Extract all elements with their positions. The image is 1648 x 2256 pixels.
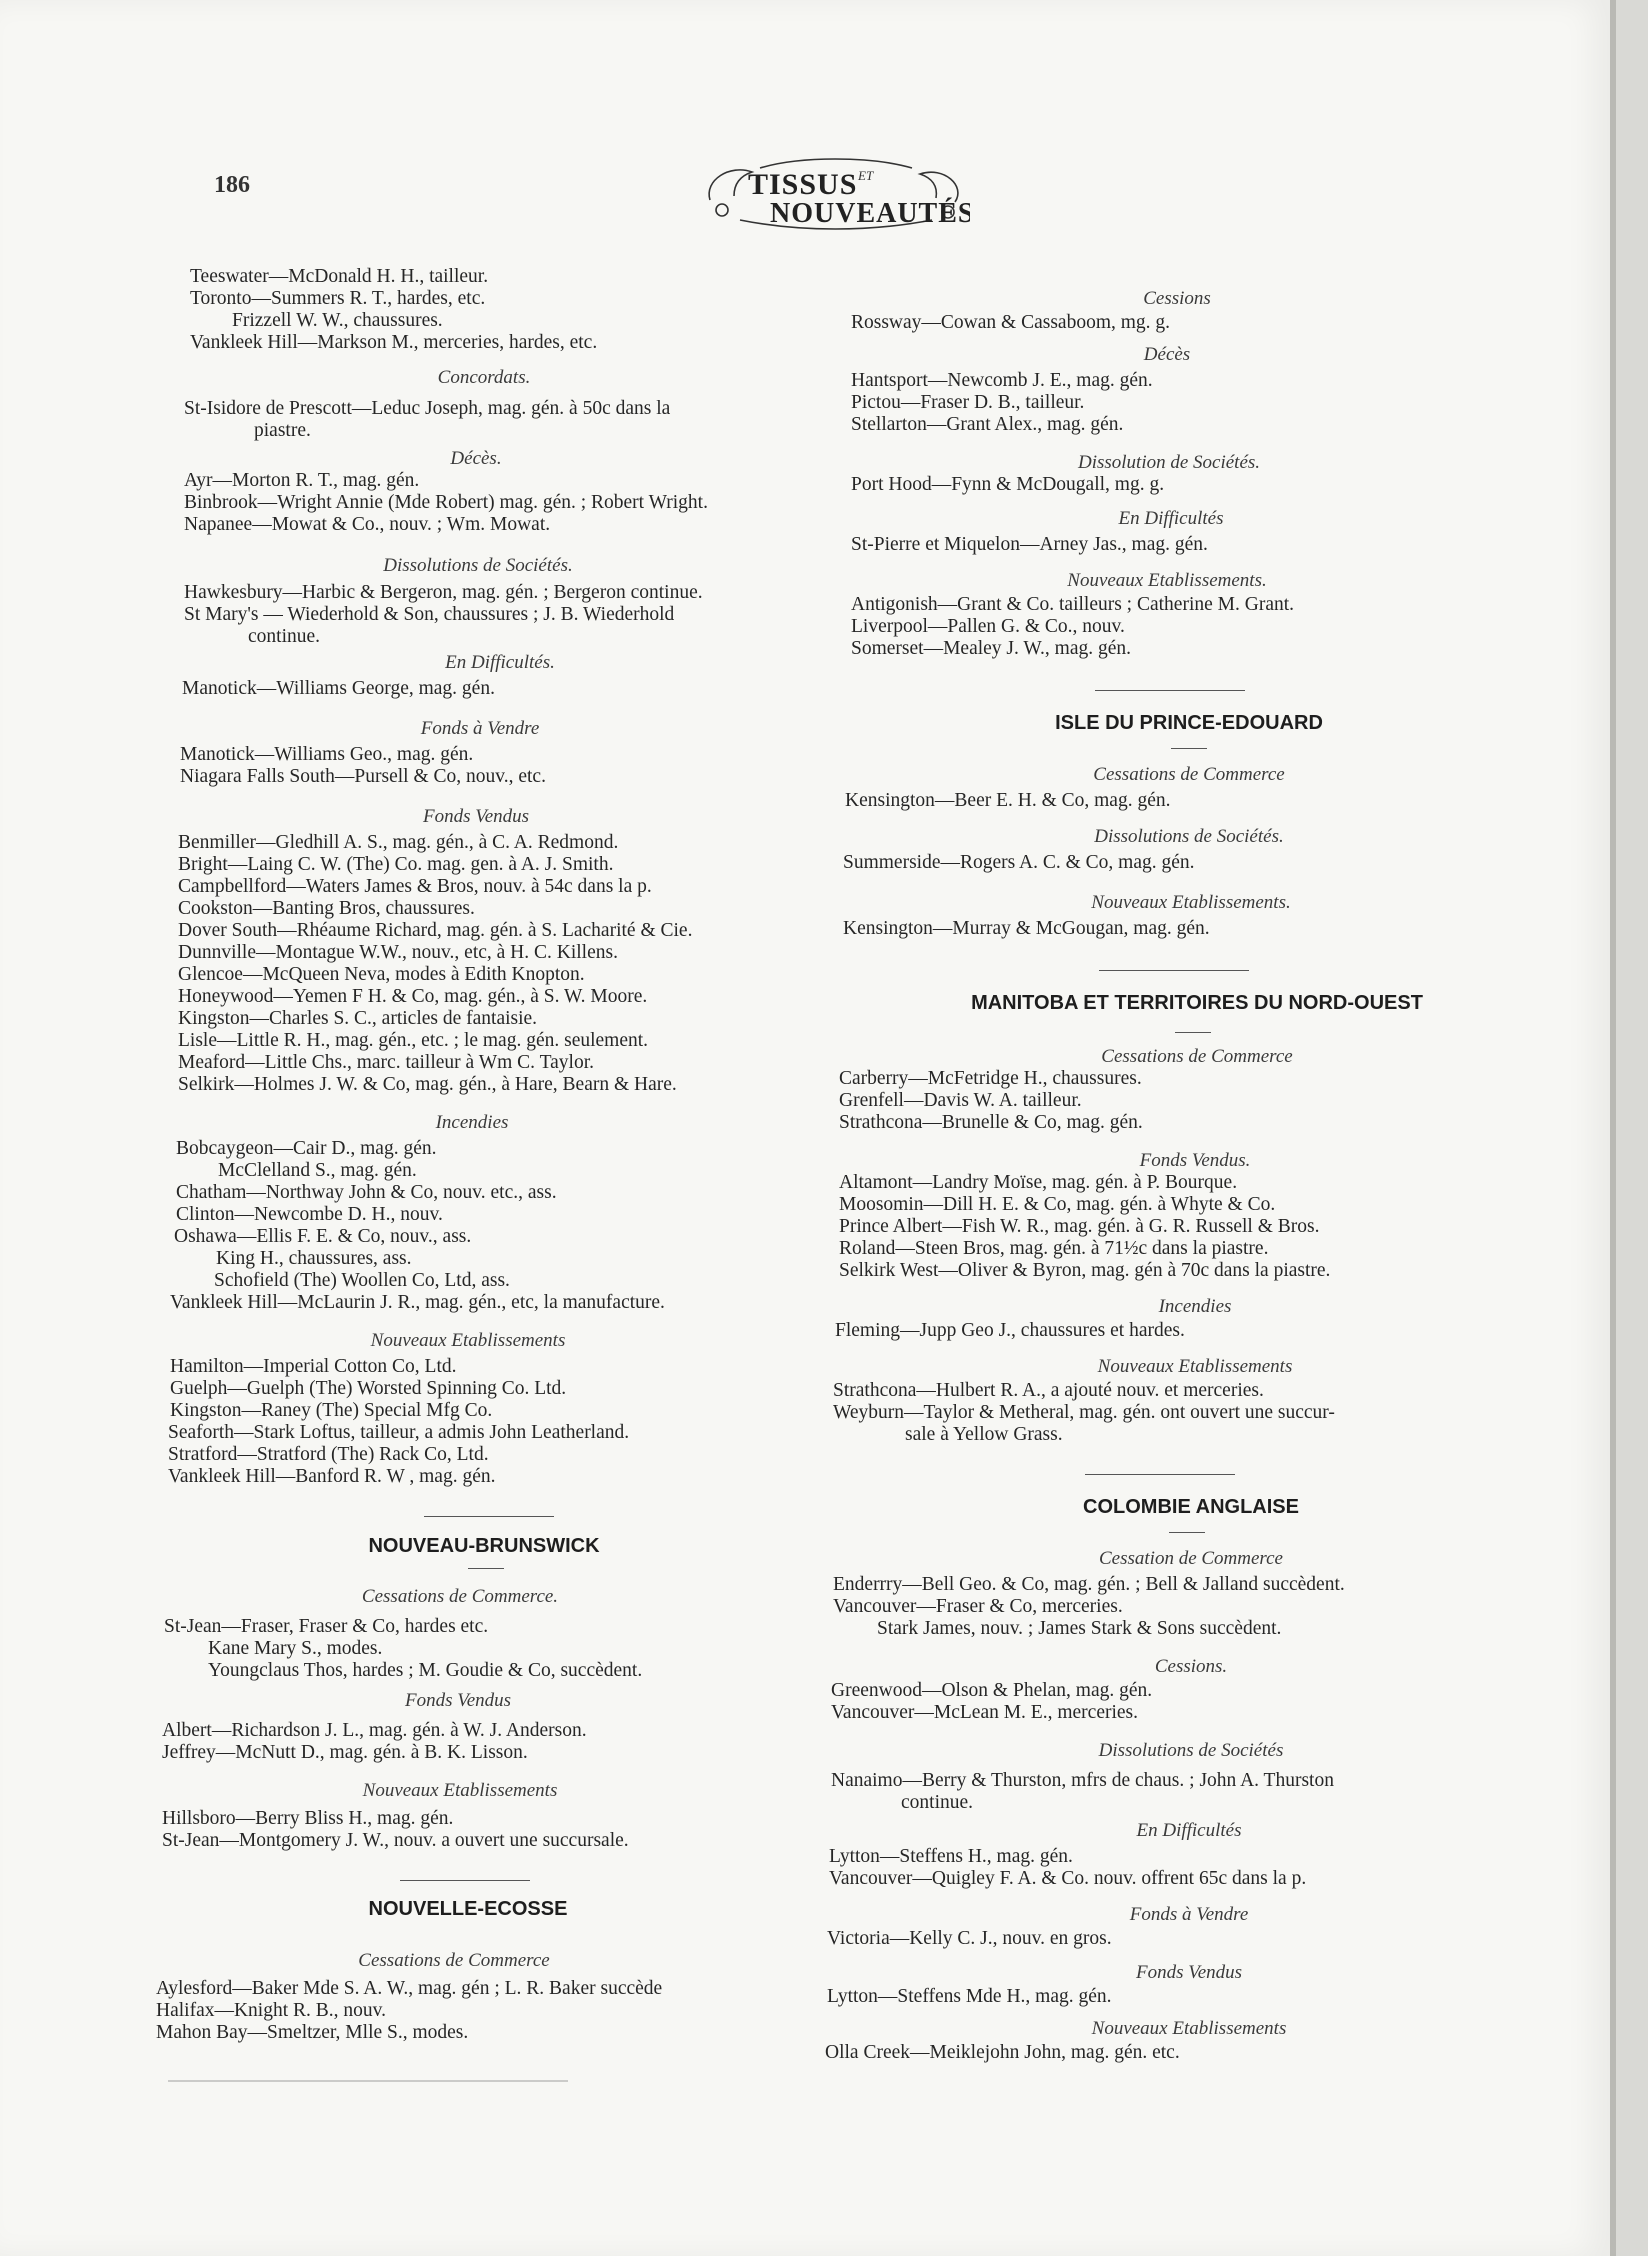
- list-item: St-Pierre et Miquelon—Arney Jas., mag. gén.: [851, 534, 1208, 555]
- list-item: St-Isidore de Prescott—Leduc Joseph, mag. gén. à 50c dans la: [184, 398, 671, 419]
- list-item: St Mary's — Wiederhold & Son, chaussures ; J. B. Wiederhold: [184, 604, 675, 625]
- list-item: McClelland S., mag. gén.: [218, 1160, 417, 1181]
- list-item: Kane Mary S., modes.: [208, 1638, 383, 1659]
- list-item: Halifax—Knight R. B., nouv.: [156, 2000, 387, 2021]
- divider-rule: [1171, 748, 1207, 749]
- list-item: Selkirk West—Oliver & Byron, mag. gén à 70c dans la piastre.: [839, 1260, 1331, 1281]
- list-item: Olla Creek—Meiklejohn John, mag. gén. etc.: [825, 2042, 1180, 2063]
- list-item: Chatham—Northway John & Co, nouv. etc., ass.: [176, 1182, 557, 1203]
- list-item: Vankleek Hill—Banford R. W , mag. gén.: [168, 1466, 496, 1487]
- list-item: Manotick—Williams Geo., mag. gén.: [180, 744, 474, 765]
- list-item: Lytton—Steffens Mde H., mag. gén.: [827, 1986, 1112, 2007]
- masthead-logo-graphic: [700, 150, 970, 240]
- list-item: Binbrook—Wright Annie (Mde Robert) mag. gén. ; Robert Wright.: [184, 492, 708, 513]
- section-heading: Nouveaux Etablissements.: [1067, 570, 1267, 591]
- list-item: Youngclaus Thos, hardes ; M. Goudie & Co, succèdent.: [208, 1660, 643, 1681]
- section-heading: Décès.: [450, 448, 502, 469]
- section-heading: En Difficultés.: [445, 652, 555, 673]
- list-item: Campbellford—Waters James & Bros, nouv. à 54c dans la p.: [178, 876, 652, 897]
- list-item: Dover South—Rhéaume Richard, mag. gén. à S. Lacharité & Cie.: [178, 920, 693, 941]
- list-item: Nanaimo—Berry & Thurston, mfrs de chaus. ; John A. Thurston: [831, 1770, 1334, 1791]
- section-heading: Cessions.: [1154, 1656, 1228, 1677]
- list-item: continue.: [901, 1792, 974, 1813]
- section-heading: En Difficultés: [1118, 508, 1224, 529]
- divider-rule: [1169, 1532, 1205, 1533]
- list-item: Kingston—Charles S. C., articles de fantaisie.: [178, 1008, 538, 1029]
- list-item: Jeffrey—McNutt D., mag. gén. à B. K. Lisson.: [162, 1742, 528, 1763]
- list-item: Honeywood—Yemen F H. & Co, mag. gén., à S. W. Moore.: [178, 986, 648, 1007]
- list-item: Seaforth—Stark Loftus, tailleur, a admis John Leatherland.: [168, 1422, 630, 1443]
- list-item: Dunnville—Montague W.W., nouv., etc, à H. C. Killens.: [178, 942, 618, 963]
- section-heading: Cessations de Commerce: [358, 1950, 550, 1971]
- svg-text:ET: ET: [858, 168, 874, 183]
- section-heading: Concordats.: [437, 367, 531, 388]
- section-heading: Cessation de Commerce: [1099, 1548, 1283, 1569]
- list-item: Stratford—Stratford (The) Rack Co, Ltd.: [168, 1444, 489, 1465]
- list-item: Vankleek Hill—McLaurin J. R., mag. gén., etc, la manufacture.: [170, 1292, 665, 1313]
- section-heading: Incendies: [435, 1112, 509, 1133]
- list-item: Glencoe—McQueen Neva, modes à Edith Knopton.: [178, 964, 585, 985]
- section-heading: Incendies: [1158, 1296, 1232, 1317]
- list-item: Bobcaygeon—Cair D., mag. gén.: [176, 1138, 437, 1159]
- list-item: Rossway—Cowan & Cassaboom, mg. g.: [851, 312, 1171, 333]
- list-item: Vancouver—McLean M. E., merceries.: [831, 1702, 1139, 1723]
- list-item: Weyburn—Taylor & Metheral, mag. gén. ont ouvert une succur-: [833, 1402, 1335, 1423]
- list-item: Lisle—Little R. H., mag. gén., etc. ; le mag. gén. seulement.: [178, 1030, 649, 1051]
- list-item: Schofield (The) Woollen Co, Ltd, ass.: [214, 1270, 510, 1291]
- list-item: Hillsboro—Berry Bliss H., mag. gén.: [162, 1808, 454, 1829]
- list-item: sale à Yellow Grass.: [905, 1424, 1063, 1445]
- list-item: Albert—Richardson J. L., mag. gén. à W. J. Anderson.: [162, 1720, 587, 1741]
- list-item: Hantsport—Newcomb J. E., mag. gén.: [851, 370, 1153, 391]
- region-title: ISLE DU PRINCE-EDOUARD: [1055, 712, 1323, 734]
- divider-rule: [1085, 1474, 1235, 1475]
- list-item: Lytton—Steffens H., mag. gén.: [829, 1846, 1073, 1867]
- section-heading: Fonds à Vendre: [1129, 1904, 1249, 1925]
- list-item: Somerset—Mealey J. W., mag. gén.: [851, 638, 1131, 659]
- list-item: Prince Albert—Fish W. R., mag. gén. à G. R. Russell & Bros.: [839, 1216, 1320, 1237]
- section-heading: Nouveaux Etablissements: [362, 1780, 558, 1801]
- section-heading: Fonds Vendus: [1135, 1962, 1243, 1983]
- list-item: Stellarton—Grant Alex., mag. gén.: [851, 414, 1124, 435]
- section-heading: Fonds Vendus: [422, 806, 530, 827]
- list-item: Hawkesbury—Harbic & Bergeron, mag. gén. ; Bergeron continue.: [184, 582, 703, 603]
- section-heading: Fonds Vendus.: [1139, 1150, 1251, 1171]
- section-heading: Dissolutions de Sociétés.: [383, 555, 573, 576]
- list-item: Mahon Bay—Smeltzer, Mlle S., modes.: [156, 2022, 469, 2043]
- list-item: Meaford—Little Chs., marc. tailleur à Wm C. Taylor.: [178, 1052, 594, 1073]
- section-heading: Nouveaux Etablissements: [370, 1330, 566, 1351]
- divider-rule: [424, 1516, 554, 1517]
- list-item: Carberry—McFetridge H., chaussures.: [839, 1068, 1142, 1089]
- section-heading: Dissolution de Sociétés.: [1077, 452, 1261, 473]
- list-item: Stark James, nouv. ; James Stark & Sons succèdent.: [877, 1618, 1282, 1639]
- list-item: Kingston—Raney (The) Special Mfg Co.: [170, 1400, 493, 1421]
- list-item: Teeswater—McDonald H. H., tailleur.: [190, 266, 489, 287]
- list-item: Enderrry—Bell Geo. & Co, mag. gén. ; Bell & Jalland succèdent.: [833, 1574, 1345, 1595]
- region-title: MANITOBA ET TERRITOIRES DU NORD-OUEST: [971, 992, 1423, 1014]
- list-item: Bright—Laing C. W. (The) Co. mag. gen. à A. J. Smith.: [178, 854, 614, 875]
- list-item: Selkirk—Holmes J. W. & Co, mag. gén., à Hare, Bearn & Hare.: [178, 1074, 677, 1095]
- list-item: Vancouver—Fraser & Co, merceries.: [833, 1596, 1123, 1617]
- list-item: St-Jean—Fraser, Fraser & Co, hardes etc.: [164, 1616, 489, 1637]
- list-item: Moosomin—Dill H. E. & Co, mag. gén. à Whyte & Co.: [839, 1194, 1276, 1215]
- list-item: St-Jean—Montgomery J. W., nouv. a ouvert une succursale.: [162, 1830, 629, 1851]
- region-title: NOUVELLE-ECOSSE: [368, 1898, 568, 1920]
- section-heading: Cessations de Commerce: [1101, 1046, 1293, 1067]
- list-item: Summerside—Rogers A. C. & Co, mag. gén.: [843, 852, 1195, 873]
- divider-rule: [1095, 690, 1245, 691]
- list-item: Pictou—Fraser D. B., tailleur.: [851, 392, 1085, 413]
- list-item: Fleming—Jupp Geo J., chaussures et hardes.: [835, 1320, 1185, 1341]
- section-heading: Nouveaux Etablissements: [1097, 1356, 1293, 1377]
- page-number: 186: [214, 172, 250, 198]
- divider-rule: [400, 1880, 530, 1881]
- list-item: Clinton—Newcombe D. H., nouv.: [176, 1204, 443, 1225]
- list-item: Vankleek Hill—Markson M., merceries, hardes, etc.: [190, 332, 598, 353]
- masthead-logo: [700, 150, 970, 240]
- list-item: Benmiller—Gledhill A. S., mag. gén., à C. A. Redmond.: [178, 832, 619, 853]
- section-heading: Nouveaux Etablissements.: [1091, 892, 1291, 913]
- list-item: Port Hood—Fynn & McDougall, mg. g.: [851, 474, 1165, 495]
- list-item: Guelph—Guelph (The) Worsted Spinning Co. Ltd.: [170, 1378, 567, 1399]
- list-item: King H., chaussures, ass.: [216, 1248, 412, 1269]
- list-item: Vancouver—Quigley F. A. & Co. nouv. offrent 65c dans la p.: [829, 1868, 1307, 1889]
- section-heading: Cessations de Commerce: [1093, 764, 1285, 785]
- section-heading: Nouveaux Etablissements: [1091, 2018, 1287, 2039]
- svg-text:TISSUS: TISSUS: [748, 168, 858, 201]
- list-item: Roland—Steen Bros, mag. gén. à 71½c dans la piastre.: [839, 1238, 1269, 1259]
- list-item: Manotick—Williams George, mag. gén.: [182, 678, 495, 699]
- list-item: Liverpool—Pallen G. & Co., nouv.: [851, 616, 1125, 637]
- list-item: Frizzell W. W., chaussures.: [232, 310, 443, 331]
- list-item: Grenfell—Davis W. A. tailleur.: [839, 1090, 1082, 1111]
- divider-rule: [468, 1568, 504, 1569]
- region-title: COLOMBIE ANGLAISE: [1083, 1496, 1299, 1518]
- list-item: Oshawa—Ellis F. E. & Co, nouv., ass.: [174, 1226, 472, 1247]
- list-item: Altamont—Landry Moïse, mag. gén. à P. Bourque.: [839, 1172, 1238, 1193]
- list-item: Aylesford—Baker Mde S. A. W., mag. gén ; L. R. Baker succède: [156, 1978, 663, 1999]
- list-item: Toronto—Summers R. T., hardes, etc.: [190, 288, 486, 309]
- list-item: Ayr—Morton R. T., mag. gén.: [184, 470, 420, 491]
- list-item: Antigonish—Grant & Co. tailleurs ; Catherine M. Grant.: [851, 594, 1295, 615]
- list-item: piastre.: [254, 420, 311, 441]
- section-heading: Dissolutions de Sociétés.: [1094, 826, 1284, 847]
- svg-text:NOUVEAUTÉS: NOUVEAUTÉS: [770, 198, 970, 229]
- divider-rule: [1099, 970, 1249, 971]
- list-item: continue.: [248, 626, 321, 647]
- list-item: Strathcona—Hulbert R. A., a ajouté nouv. et merceries.: [833, 1380, 1264, 1401]
- list-item: Victoria—Kelly C. J., nouv. en gros.: [827, 1928, 1112, 1949]
- section-heading: Cessations de Commerce.: [361, 1586, 559, 1607]
- list-item: Hamilton—Imperial Cotton Co, Ltd.: [170, 1356, 457, 1377]
- section-heading: Décès: [1143, 344, 1191, 365]
- list-item: Greenwood—Olson & Phelan, mag. gén.: [831, 1680, 1153, 1701]
- list-item: Niagara Falls South—Pursell & Co, nouv., etc.: [180, 766, 546, 787]
- divider-rule: [1175, 1032, 1211, 1033]
- print-artifact: [168, 2080, 568, 2082]
- section-heading: Fonds à Vendre: [420, 718, 540, 739]
- list-item: Cookston—Banting Bros, chaussures.: [178, 898, 475, 919]
- section-heading: Cessions: [1143, 288, 1211, 309]
- section-heading: En Difficultés: [1136, 1820, 1242, 1841]
- list-item: Strathcona—Brunelle & Co, mag. gén.: [839, 1112, 1143, 1133]
- region-title: NOUVEAU-BRUNSWICK: [368, 1535, 600, 1557]
- section-heading: Fonds Vendus: [404, 1690, 512, 1711]
- list-item: Kensington—Murray & McGougan, mag. gén.: [843, 918, 1210, 939]
- list-item: Kensington—Beer E. H. & Co, mag. gén.: [845, 790, 1171, 811]
- list-item: Napanee—Mowat & Co., nouv. ; Wm. Mowat.: [184, 514, 551, 535]
- section-heading: Dissolutions de Sociétés: [1098, 1740, 1284, 1761]
